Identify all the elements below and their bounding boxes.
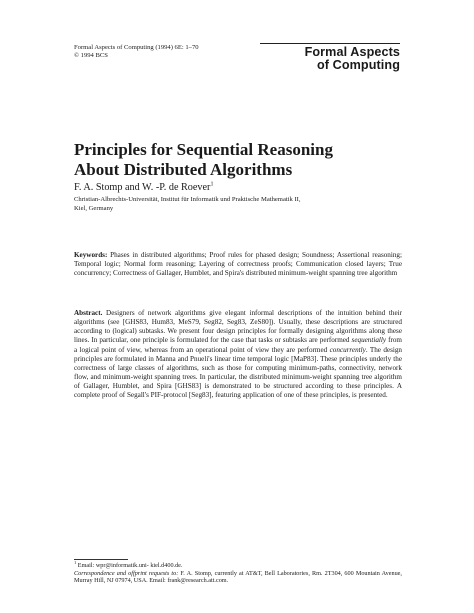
footnote-mark: 1 <box>74 559 77 565</box>
journal-copyright: © 1994 BCS <box>74 52 108 60</box>
journal-citation-line: Formal Aspects of Computing (1994) 6E: 1–70 <box>74 44 199 51</box>
paper-title-line2: About Distributed Algorithms <box>74 159 293 179</box>
author-footnote-mark: 1 <box>210 181 214 188</box>
abstract-text-part3: . The design principles are formulated in Manna and Pnueli's linear time temporal logic [MaP83]. These principles underly the correctness of large classes of algorithms, such as those for computing minimum-paths, connectivity, network flow, and minimum-weight spanning trees. In particular, the distributed minimum-weight spanning tree algorithm of Gallager, Humblet, and Spira [GHS83] is demonstrated to be structured according to these principles. A complete proof of Segall's PIF-protocol [Seg83], featuring application of one of these principles, is presented. <box>74 345 402 400</box>
author-affiliation <box>74 196 404 213</box>
abstract-emphasis-concurrently: concurrently <box>329 345 366 354</box>
author-names: F. A. Stomp and W. -P. de Roever <box>74 182 211 193</box>
abstract-text-part1: Designers of network algorithms give elegant informal descriptions of the intuition behind their algorithms (see [GHS83, Hum83, MeS79, Seg82, Seg83, ZeS80]). Usually, these descriptions are structured according to (logical) subtasks. We present four design principles for formally designing algorithms along these lines. In particular, one principle is formulated for the case that tasks or subtasks are performed <box>74 309 402 345</box>
paper-authors <box>74 182 213 194</box>
keywords-text: Phases in distributed algorithms; Proof rules for phased design; Soundness; Assertional reasoning; Temporal logic; Normal form reasoning; Layering of correctness proofs; Communication closed layers; True concurrency; Correctness of Gallager, Humblet, and Spira's distributed minimum-weight spanning tree algorithm <box>74 251 402 278</box>
footnote-divider <box>74 559 128 560</box>
keywords-label: Keywords: <box>74 251 108 259</box>
keywords-section <box>74 251 402 278</box>
footnote-correspondence <box>74 570 402 585</box>
affiliation-line2: Kiel, Germany <box>74 204 114 212</box>
abstract-text-part2: from a logical point of view, whereas from an operational point of view they are performed <box>74 336 402 354</box>
footnotes <box>74 559 402 585</box>
journal-citation <box>74 44 199 61</box>
abstract-label: Abstract. <box>74 309 103 317</box>
affiliation-line1: Christian-Albrechts-Universität, Institut für Informatik und Praktische Mathematik II, <box>74 196 301 203</box>
journal-logo-line2: of Computing <box>316 58 400 72</box>
journal-logo-line1: Formal Aspects <box>304 45 400 59</box>
journal-logo <box>260 43 400 72</box>
abstract-section <box>74 309 402 401</box>
correspondence-text: F. A. Stomp, currently at AT&T, Bell Laboratories, Rm. 2T304, 600 Mountain Avenue, Murray Hill, NJ 07974, USA. Email: frank@research.att.com. <box>74 569 402 585</box>
abstract-emphasis-sequentially: sequentially <box>351 336 387 345</box>
footnote-email-text: Email: wpr@informatik.uni- kiel.d400.de. <box>77 562 183 569</box>
paper-title <box>74 140 404 179</box>
correspondence-label: Correspondence and offprint requests to: <box>74 569 179 577</box>
paper-title-line1: Principles for Sequential Reasoning <box>74 140 333 159</box>
footnote-email <box>74 559 402 570</box>
